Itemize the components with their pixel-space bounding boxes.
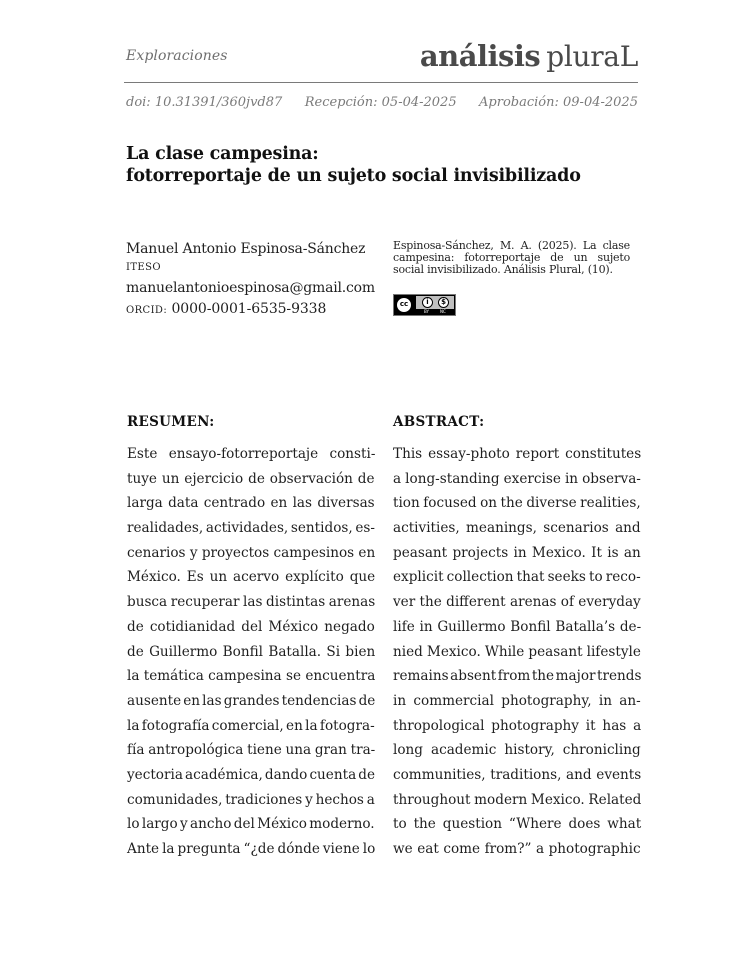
cc-icon: cc	[396, 297, 412, 313]
body-text-line: activities, meanings, scenarios and	[393, 520, 641, 537]
body-text-line: cenarios y proyectos campesinos en	[127, 544, 376, 561]
body-text-line: yectoria académica, dando cuenta de	[127, 766, 375, 783]
body-text-line: throughout modern Mexico. Related	[393, 791, 642, 808]
header-divider	[124, 82, 638, 83]
section-label: Exploraciones	[126, 48, 228, 64]
body-text-line: Este ensayo-fotorreportaje consti-	[127, 446, 376, 462]
body-text-line: a long-standing exercise in observa-	[393, 470, 641, 487]
author-affiliation: ITESO	[126, 262, 161, 273]
body-text-line: to the question “Where does what	[393, 816, 642, 833]
cc-by-nc-icon[interactable]	[393, 294, 456, 316]
by-label: BY	[424, 309, 429, 314]
abstract-heading: ABSTRACT:	[393, 414, 485, 430]
body-text-line: comunidades, tradiciones y hechos a	[127, 791, 375, 808]
abstract-body	[393, 442, 641, 862]
body-text-line: la fotografía comercial, en la fotogra-	[127, 717, 375, 734]
body-text-line: life in Guillermo Bonfil Batalla’s de-	[393, 618, 642, 635]
article-metadata	[126, 95, 638, 110]
orcid-label: ORCID:	[126, 305, 168, 316]
approval-date: Aprobación: 09-04-2025	[479, 95, 638, 110]
body-text-line: thropological photography it has a	[393, 717, 642, 734]
title-line-1: La clase campesina:	[126, 144, 319, 164]
body-text-line: nied Mexico. While peasant lifestyle	[393, 643, 641, 660]
body-text-line: Ante la pregunta “¿de dónde viene lo	[127, 841, 376, 857]
title-line-2: fotorreportaje de un sujeto social invisibilizado	[126, 166, 581, 186]
logo-light-text: pluraL	[546, 40, 638, 73]
body-text-line: in commercial photography, in an-	[393, 692, 641, 709]
article-title	[126, 143, 581, 187]
body-text-line: This essay-photo report constitutes	[393, 446, 642, 462]
orcid-id: 0000-0001-6535-9338	[171, 301, 327, 317]
resumen-section	[127, 412, 375, 862]
journal-logo	[419, 39, 638, 73]
author-block	[126, 239, 375, 321]
body-text-line: peasant projects in Mexico. It is an	[393, 544, 641, 561]
abstract-section	[393, 412, 641, 862]
logo-bold-text: análisis	[419, 39, 541, 73]
citation-text: Espinosa-Sánchez, M. A. (2025). La clase campesina: fotorreportaje de un sujeto social invisibilizado. Análisis Plural, (10).	[393, 239, 630, 276]
body-text-line: realidades, actividades, sentidos, es-	[127, 520, 375, 537]
body-text-line: de Guillermo Bonfil Batalla. Si bien	[127, 643, 376, 660]
resumen-body	[127, 442, 375, 862]
body-text-line: ver the different arenas of everyday	[393, 594, 641, 611]
reception-date: Recepción: 05-04-2025	[304, 95, 457, 110]
body-text-line: fía antropológica tiene una gran tra-	[127, 742, 376, 759]
resumen-heading: RESUMEN:	[127, 414, 215, 430]
body-text-line: we eat come from?” a photographic	[393, 841, 641, 857]
body-text-line: tion focused on the diverse realities,	[393, 495, 641, 512]
nc-label: NC	[440, 309, 446, 314]
attribution-icon: i	[422, 297, 433, 308]
body-text-line: México. Es un acervo explícito que	[127, 569, 376, 586]
body-text-line: de cotidianidad del México negado	[127, 618, 375, 635]
body-text-line: remains absent from the major trends	[393, 668, 642, 685]
body-text-line: larga data centrado en las diversas	[127, 495, 375, 512]
author-email[interactable]: manuelantonioespinosa@gmail.com	[126, 280, 375, 296]
author-orcid[interactable]	[126, 299, 375, 321]
author-name: Manuel Antonio Espinosa-Sánchez	[126, 241, 366, 257]
body-text-line: lo largo y ancho del México moderno.	[127, 816, 375, 833]
noncommercial-icon: $	[438, 297, 449, 308]
body-text-line: tuye un ejercicio de observación de	[127, 470, 375, 487]
body-text-line: communities, traditions, and events	[393, 766, 642, 783]
doi[interactable]: doi: 10.31391/360jvd87	[126, 95, 283, 110]
body-text-line: la temática campesina se encuentra	[127, 668, 376, 685]
body-text-line: ausente en las grandes tendencias de	[127, 692, 376, 709]
body-text-line: long academic history, chronicling	[393, 742, 641, 759]
body-text-line: explicit collection that seeks to reco-	[393, 569, 641, 586]
body-text-line: busca recuperar las distintas arenas	[127, 594, 376, 611]
